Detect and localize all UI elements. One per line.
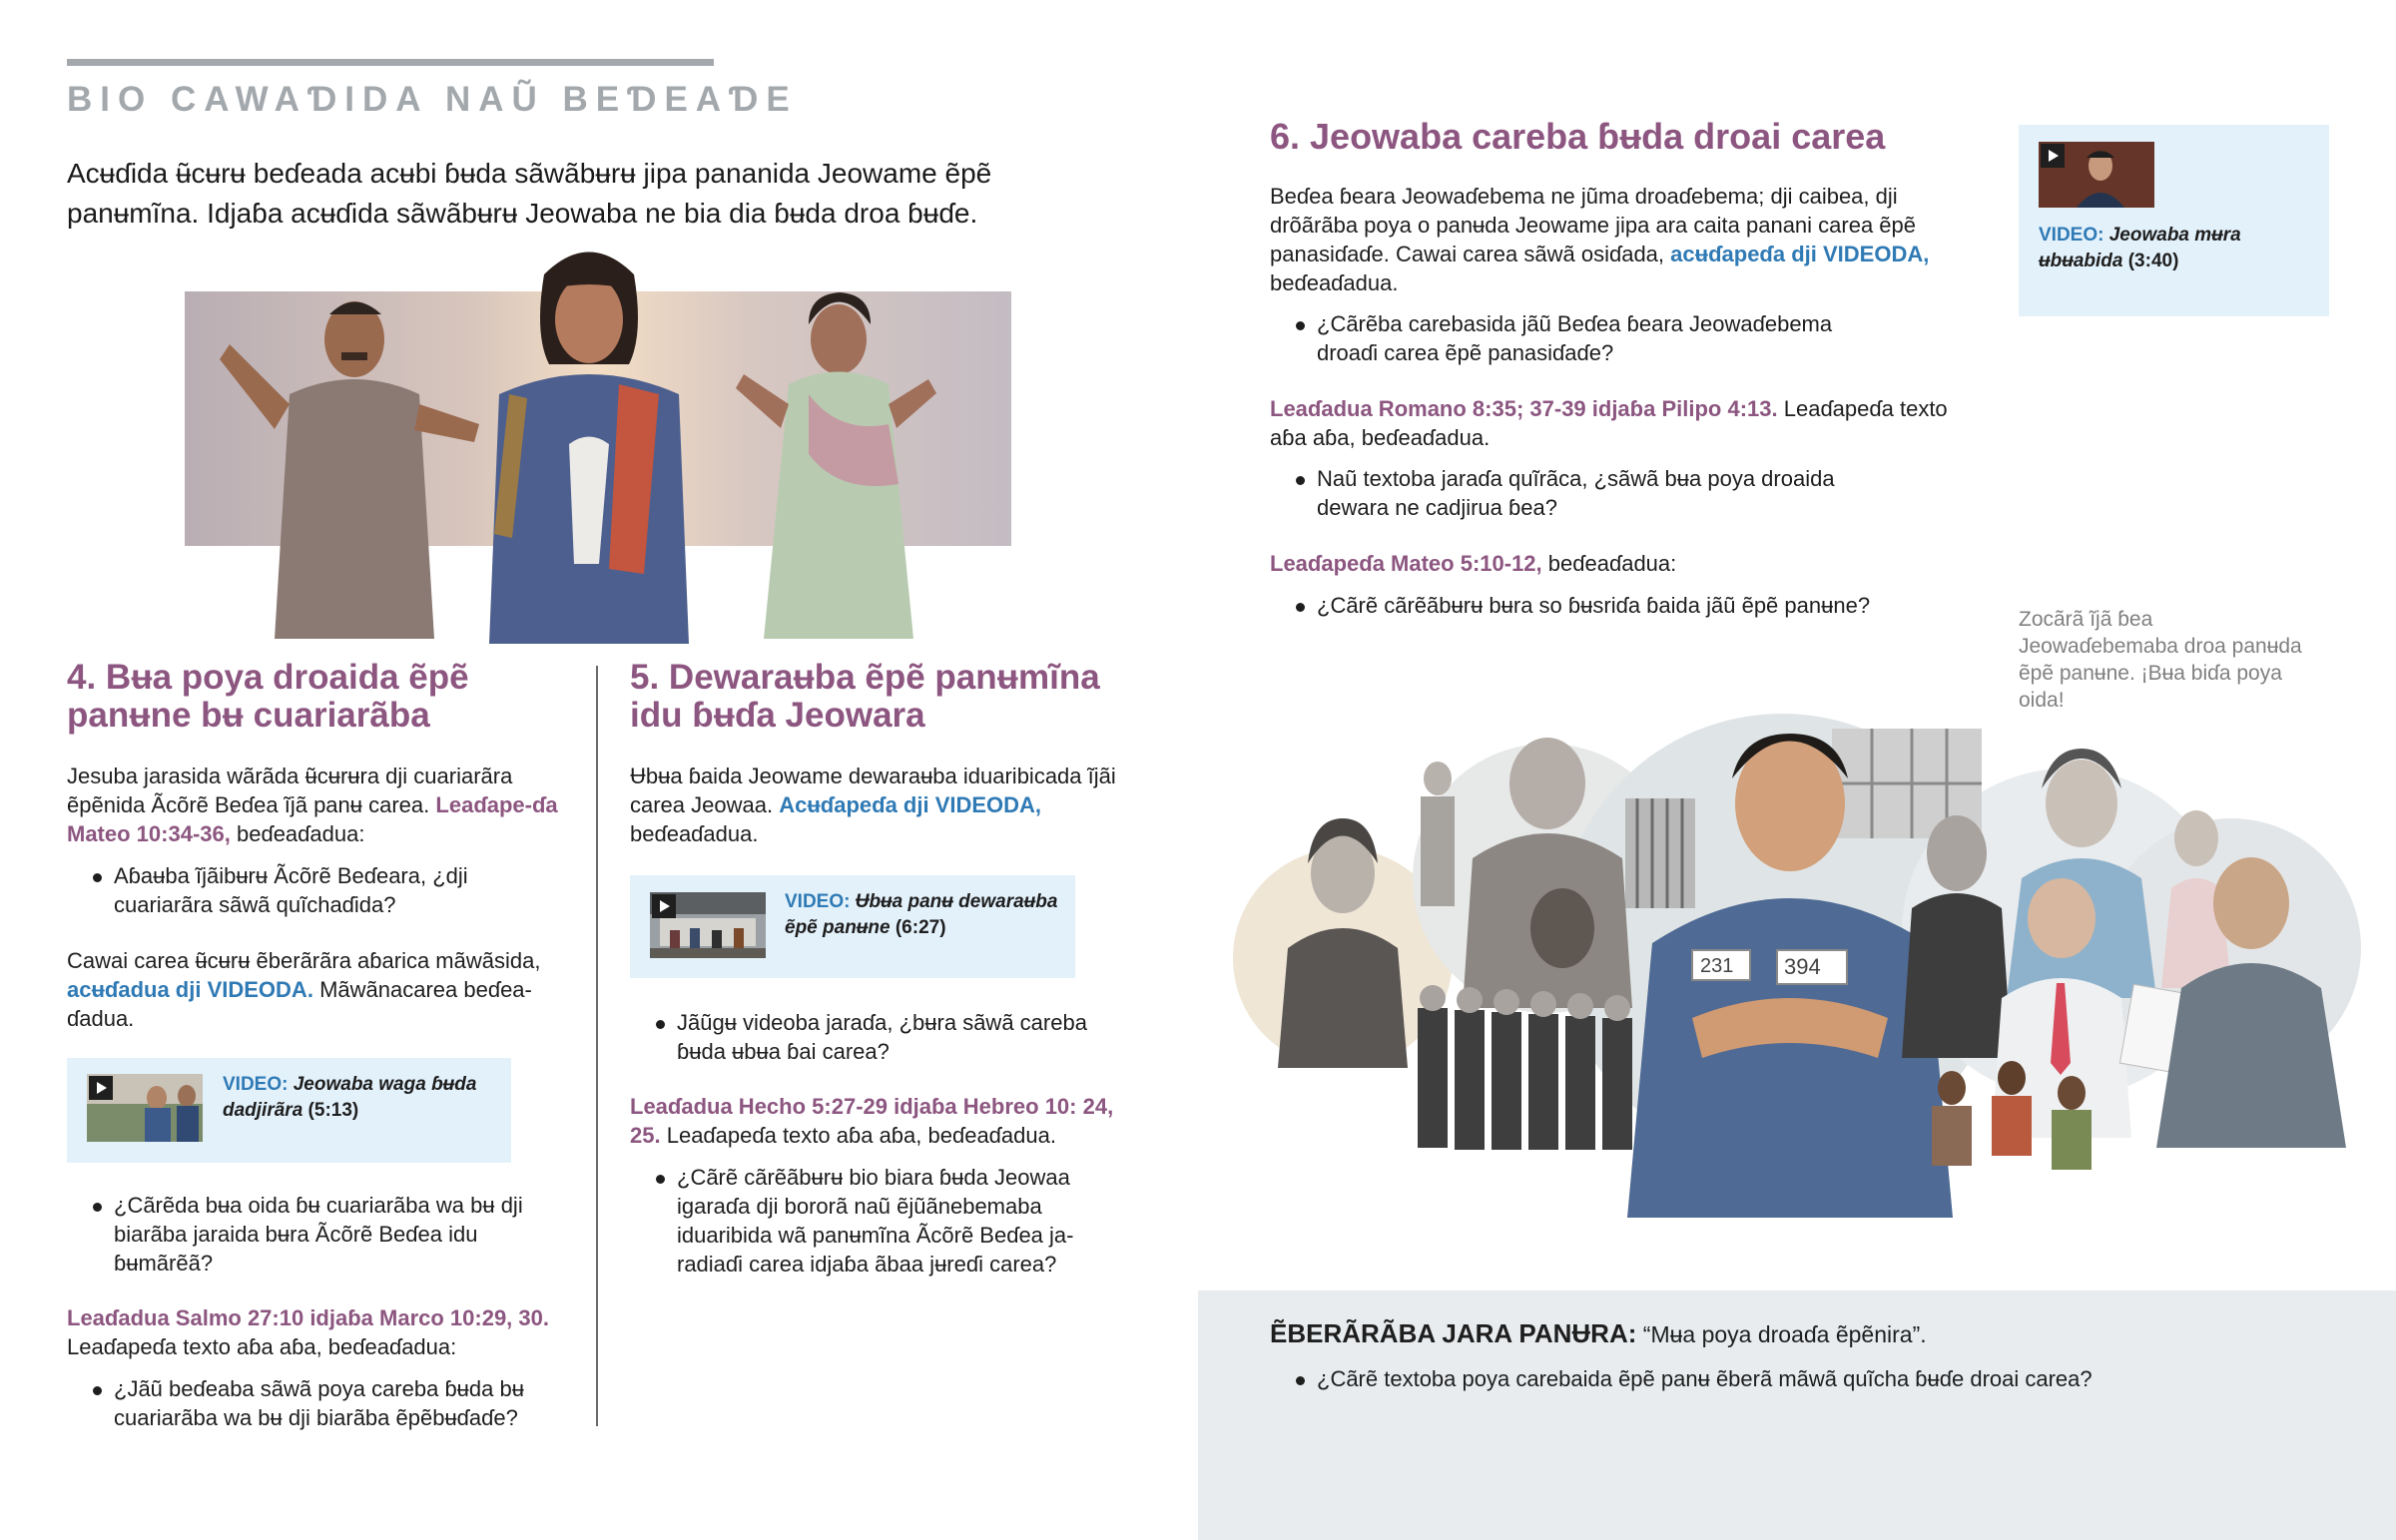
discussion-question: Naũ textoba jaraɗa quĩrãca, ¿sãwã bʉa poya droaida dewara ne cadjirua ɓea? xyxy=(1270,464,1849,522)
video-duration: (5:13) xyxy=(307,1100,359,1121)
summary-quote: “Mʉa poya droaɗa ẽpẽnira”. xyxy=(1642,1321,1927,1347)
section-6-heading: 6. Jeowaba careba ɓʉda droai carea xyxy=(1270,116,1886,157)
video-caption xyxy=(223,1072,492,1124)
section-6-paragraph-2-instruction: Leaɗapeɗa texto aɓa aɓa, beɗeaɗadua. xyxy=(1270,396,1948,450)
discussion-question: ¿Cãrẽ cãrẽãbʉrʉ bʉra so ɓʉsriɗa ɓaida jãũ ẽpẽ panʉne? xyxy=(1270,591,1989,620)
hero-illustration xyxy=(150,245,1028,644)
svg-text:231: 231 xyxy=(1700,955,1734,977)
video-duration: (3:40) xyxy=(2127,251,2179,271)
discussion-question: Jãũgʉ videoba jaraɗa, ¿bʉra sãwã careba ɓʉda ʉbʉa ɓai carea? xyxy=(630,1008,1119,1066)
section-4-question-list-2 xyxy=(67,1191,566,1278)
scripture-reference-hecho-hebreo[interactable]: Leaɗadua Hecho 5:27-29 idjaɓa Hebreo 10: 24, 25. xyxy=(630,1094,1114,1148)
column-divider xyxy=(596,666,598,1426)
scripture-reference-mateo-5[interactable]: Leaɗapeɗa Mateo 5:10-12, xyxy=(1270,551,1542,576)
video-label: VIDEO: xyxy=(785,891,851,912)
discussion-question: ¿Cãrẽ cãrẽãbʉrʉ bio biara ɓʉda Jeowaa igaraɗa dji bororã naũ ẽjũãnebemaba iduaribida wã panʉmĩna Ãcõrẽ Beɗea ja-radiaɗi carea idjaɓa ãbaa jʉreɗi carea? xyxy=(630,1163,1109,1279)
video-label: VIDEO: xyxy=(2039,225,2104,246)
section-6-question-list-1 xyxy=(1270,309,1889,367)
video-caption xyxy=(2039,223,2298,274)
section-4-paragraph-1-instruction: beɗeaɗadua: xyxy=(236,821,365,846)
section-4-paragraph-1-text: Jesuba jarasida wãrãda ʉ̃cʉrʉra dji cuariarãra ẽpẽnida Ãcõrẽ Beɗea ĩjã panʉ carea. xyxy=(67,764,513,817)
summary-question-list xyxy=(1270,1364,2348,1393)
woman-in-saree-figure xyxy=(736,292,936,639)
section-6-paragraph-3 xyxy=(1270,549,1949,578)
faithful-witnesses-illustration xyxy=(1223,699,2361,1218)
summary-question: ¿Cãrẽ textoba poya carebaida ẽpẽ panʉ ẽberã mãwã quĩcha ɓʉɗe droai carea? xyxy=(1270,1364,2348,1393)
section-5-question-list-2 xyxy=(630,1163,1109,1279)
section-5-paragraph-2-instruction: Leaɗapeɗa texto aɓa aɓa, beɗeaɗadua. xyxy=(666,1123,1056,1148)
section-6-paragraph-3-instruction: beɗeaɗadua: xyxy=(1547,551,1677,576)
video-title[interactable]: Jeowaba waga ɓʉda dadjirãra xyxy=(223,1074,477,1121)
summary-statement xyxy=(1270,1317,2348,1350)
video-link[interactable]: acʉɗapeɗa dji VIDEODA, xyxy=(1670,242,1930,266)
section-4-paragraph-2-instruction: Mãwãnacarea beɗea-ɗadua. xyxy=(67,977,532,1031)
scripture-reference-romano-pilipo[interactable]: Leaɗadua Romano 8:35; 37-39 idjaɓa Pilipo 4:13. xyxy=(1270,396,1778,421)
section-6-paragraph-1 xyxy=(1270,182,1959,297)
discussion-question: ¿Cãrẽda bʉa oida ɓʉ cuariarãba wa bʉ dji biarãba jaraida bʉra Ãcõrẽ Beɗea idu ɓʉmãrẽã? xyxy=(67,1191,566,1278)
section-6-paragraph-1-instruction: beɗeaɗadua. xyxy=(1270,270,1399,295)
section-6-paragraph-2 xyxy=(1270,394,1949,452)
section-5-paragraph-2 xyxy=(630,1092,1119,1150)
section-6-question-list-2 xyxy=(1270,464,1849,522)
video-box-section-4[interactable] xyxy=(67,1058,511,1163)
summary-label: ẼBERÃRÃBA JARA PANɄRA: xyxy=(1270,1318,1637,1348)
section-5-paragraph-1 xyxy=(630,762,1119,848)
video-box-section-5[interactable] xyxy=(630,875,1075,978)
section-4-question-list-3 xyxy=(67,1374,566,1432)
video-box-section-6[interactable] xyxy=(2019,125,2329,316)
section-5-heading-line2: idu ɓʉɗa Jeowara xyxy=(630,696,925,735)
video-duration: (6:27) xyxy=(895,917,946,938)
play-icon[interactable] xyxy=(89,1076,113,1100)
video-title[interactable]: Ʉbʉa panʉ dewaraʉba ẽpẽ panʉne xyxy=(785,891,1058,938)
section-label: BIO CAWAƊIDA NAŨ BEƊEAƊE xyxy=(67,80,798,119)
section-4-heading xyxy=(67,659,586,735)
video-link[interactable]: Acʉɗapeɗa dji VIDEODA, xyxy=(779,792,1042,817)
section-4-question-list-1 xyxy=(67,861,546,919)
young-woman-figure xyxy=(489,253,689,645)
section-4-paragraph-3 xyxy=(67,1303,586,1361)
section-5-paragraph-1-instruction: beɗeaɗadua. xyxy=(630,821,759,846)
scripture-reference-salmo-marco[interactable]: Leaɗadua Salmo 27:10 idjaɓa Marco 10:29, 30. xyxy=(67,1305,549,1330)
video-thumbnail[interactable] xyxy=(650,892,766,958)
video-thumbnail[interactable] xyxy=(2039,142,2154,208)
discussion-question: Aɓaʉba ĩjãibʉrʉ Ãcõrẽ Beɗeara, ¿dji cuariarãra sãwã quĩchaɗida? xyxy=(67,861,546,919)
video-caption xyxy=(785,889,1059,941)
section-4-paragraph-3-instruction: Leaɗapeɗa texto aɓa aɓa, beɗeaɗadua: xyxy=(67,1334,457,1359)
section-6-question-list-3 xyxy=(1270,591,1989,620)
section-5-heading xyxy=(630,659,1159,735)
section-5-heading-line1: 5. Dewaraʉba ẽpẽ panʉmĩna xyxy=(630,658,1100,697)
section-5-question-list-1 xyxy=(630,1008,1119,1066)
section-6-paragraph-1-text: Beɗea ɓeara Jeowaɗebema ne jũma droaɗebema; dji caibea, dji drõãrãba poya o panʉda Jeowame jipa ara caita panani carea ẽpẽ panasiɗaɗe. Cawai carea sãwã osiɗada, xyxy=(1270,184,1917,266)
section-4-heading-line2: panʉne bʉ cuariarãba xyxy=(67,696,430,735)
man-figure xyxy=(220,301,479,639)
play-icon[interactable] xyxy=(2041,144,2065,168)
discussion-question: ¿Cãrẽba carebasida jãũ Beɗea ɓeara Jeowaɗebema droaɗi carea ẽpẽ panasiɗaɗe? xyxy=(1270,309,1889,367)
image-caption: Zocãrã ĩjã ɓea Jeowaɗebemaba droa panʉda ẽpẽ panʉne. ¡Bʉa biɗa poya oida! xyxy=(2019,608,2302,712)
video-link[interactable]: acʉɗadua dji VIDEODA. xyxy=(67,977,313,1002)
discussion-question: ¿Jãũ beɗeaba sãwã poya careba ɓʉda bʉ cuariarãba wa bʉ dji biarãba ẽpẽbʉɗaɗe? xyxy=(67,1374,566,1432)
video-thumbnail[interactable] xyxy=(87,1074,203,1142)
section-top-rule xyxy=(67,59,714,66)
section-5-paragraph-1-text: Ʉbʉa ɓaida Jeowame dewaraʉba iduaribicada ĩjãi carea Jeowaa. xyxy=(630,764,1116,817)
intro-paragraph: Acʉɗida ʉ̃cʉrʉ beɗeada acʉbi ɓʉda sãwãbʉrʉ jipa pananida Jeowame ẽpẽ panʉmĩna. Idjaɓa acʉɗida sãwãbʉrʉ Jeowaba ne bia dia ɓʉda droa ɓʉɗe. xyxy=(67,158,992,229)
video-label: VIDEO: xyxy=(223,1074,289,1095)
svg-text:394: 394 xyxy=(1784,954,1821,979)
play-icon[interactable] xyxy=(652,894,676,918)
video-title[interactable]: Jeowaba mʉra ʉbʉabida xyxy=(2039,225,2241,271)
section-4-paragraph-2 xyxy=(67,946,566,1033)
section-4-heading-line1: 4. Bʉa poya droaida ẽpẽ xyxy=(67,658,469,697)
scripture-reference-mateo[interactable]: Leaɗape-ɗa Mateo 10:34-36, xyxy=(67,792,558,846)
section-4-paragraph-2-text: Cawai carea ʉ̃cʉrʉ ẽberãrãra aɓarica mãwãsida, xyxy=(67,948,541,973)
section-4-paragraph-1 xyxy=(67,762,566,848)
